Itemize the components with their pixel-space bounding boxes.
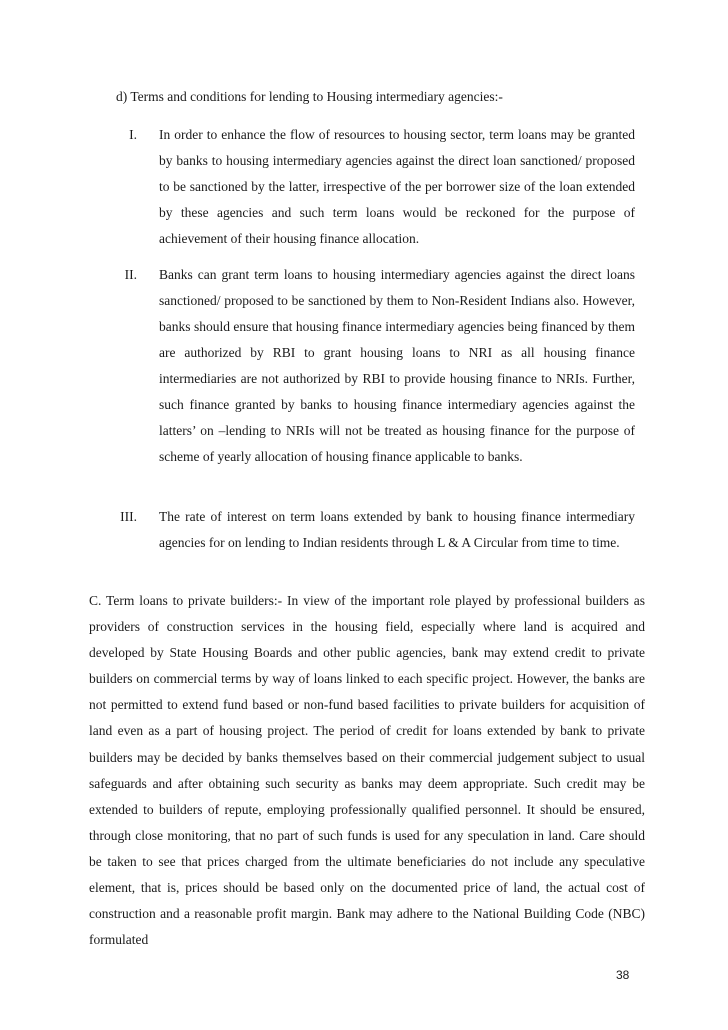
section-heading: d) Terms and conditions for lending to Housing intermediary agencies:- [116, 89, 503, 104]
list-item-numeral: II. [124, 267, 137, 282]
paragraph-term-loans-private-builders: C. Term loans to private builders:- In view of the important role played by professional builders as providers of construction services in the housing field, especially where land is acquired and developed by State Housing Boards and other public agencies, bank may extend credit to private builders on commercial terms by way of loans linked to each specific project. However, the banks are not permitted to extend fund based or non-fund based facilities to private builders for acquisition of land even as a part of housing project. The period of credit for loans extended by bank to private builders may be decided by banks themselves based on their commercial judgement subject to usual safeguards and after obtaining such security as banks may deem appropriate. Such credit may be extended to builders of repute, employing professionally qualified personnel. It should be ensured, through close monitoring, that no part of such funds is used for any speculation in land. Care should be taken to see that prices charged from the ultimate beneficiaries do not include any speculative element, that is, prices should be based only on the documented price of land, the actual cost of construction and a reasonable profit margin. Bank may adhere to the National Building Code (NBC) formulated [89, 593, 645, 948]
list-item-text: In order to enhance the flow of resources to housing sector, term loans may be granted by banks to housing intermediary agencies against the direct loan sanctioned/ proposed to be sanctioned by the latter, irrespective of the per borrower size of the loan extended by these agencies and such term loans would be reckoned for the purpose of achievement of their housing finance allocation. [159, 127, 635, 246]
page-number: 38 [616, 968, 630, 982]
list-item-numeral: III. [120, 509, 137, 524]
list-item-text: Banks can grant term loans to housing intermediary agencies against the direct loans sanctioned/ proposed to be sanctioned by them to Non-Resident Indians also. However, banks should ensure that housing finance intermediary agencies being financed by them are authorized by RBI to grant housing loans to NRI as all housing finance intermediaries are not authorized by RBI to provide housing finance to NRIs. Further, such finance granted by banks to housing finance intermediary agencies against the latters’ on –lending to NRIs will not be treated as housing finance for the purpose of scheme of yearly allocation of housing finance applicable to banks. [159, 267, 635, 464]
list-item-numeral: I. [129, 127, 137, 142]
list-item-text: The rate of interest on term loans extended by bank to housing finance intermediary agencies for on lending to Indian residents through L & A Circular from time to time. [159, 509, 635, 550]
